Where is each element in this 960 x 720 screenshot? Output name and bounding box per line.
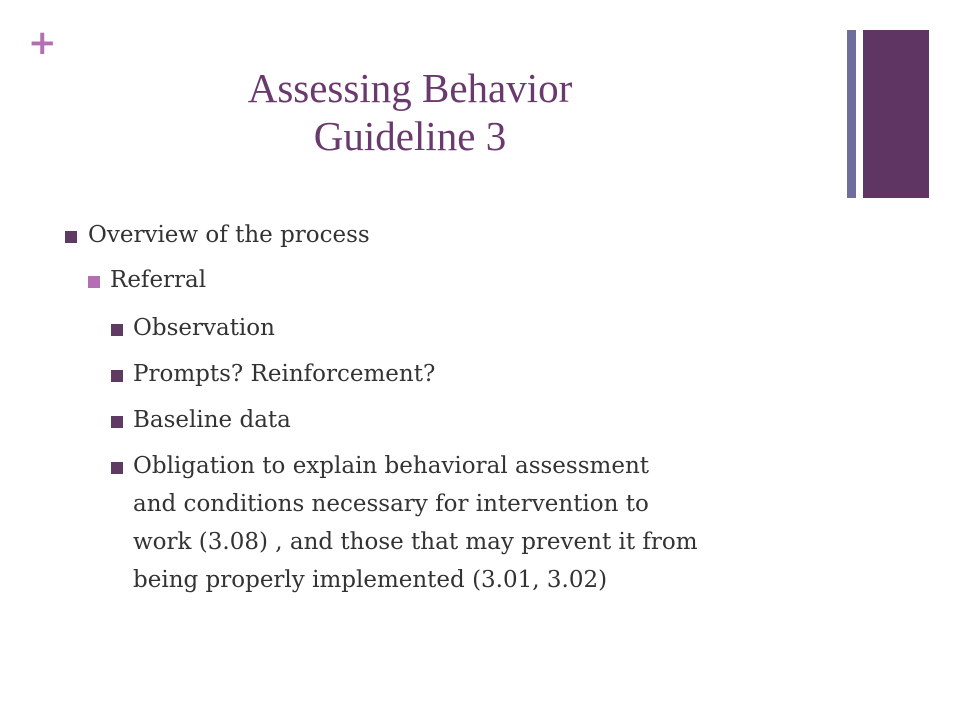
bullet-line: work (3.08) , and those that may prevent it from: [133, 529, 698, 555]
bullet-line: being properly implemented (3.01, 3.02): [133, 567, 608, 593]
title-line-2: Guideline 3: [313, 113, 507, 159]
bullet-text: Overview of the process: [88, 222, 370, 248]
bullet-line: Obligation to explain behavioral assessment: [133, 453, 649, 479]
decorative-bar-thin: [847, 30, 856, 198]
bullet-square-icon: [111, 462, 123, 474]
bullet-text: Prompts? Reinforcement?: [133, 361, 436, 387]
slide-title: [140, 64, 680, 160]
title-line-1: Assessing Behavior: [247, 65, 573, 111]
bullet-square-icon: [111, 370, 123, 382]
bullet-line: and conditions necessary for intervention to: [133, 491, 649, 517]
bullet-square-icon: [111, 324, 123, 336]
bullet-text: Observation: [133, 315, 275, 341]
bullet-square-icon: [88, 276, 100, 288]
bullet-text: Referral: [110, 267, 207, 293]
bullet-square-icon: [65, 231, 77, 243]
bullet-text-multiline: [133, 447, 698, 599]
bullet-square-icon: [111, 416, 123, 428]
bullet-text: Baseline data: [133, 407, 291, 433]
decorative-bar-wide: [863, 30, 929, 198]
plus-icon: +: [28, 23, 57, 63]
